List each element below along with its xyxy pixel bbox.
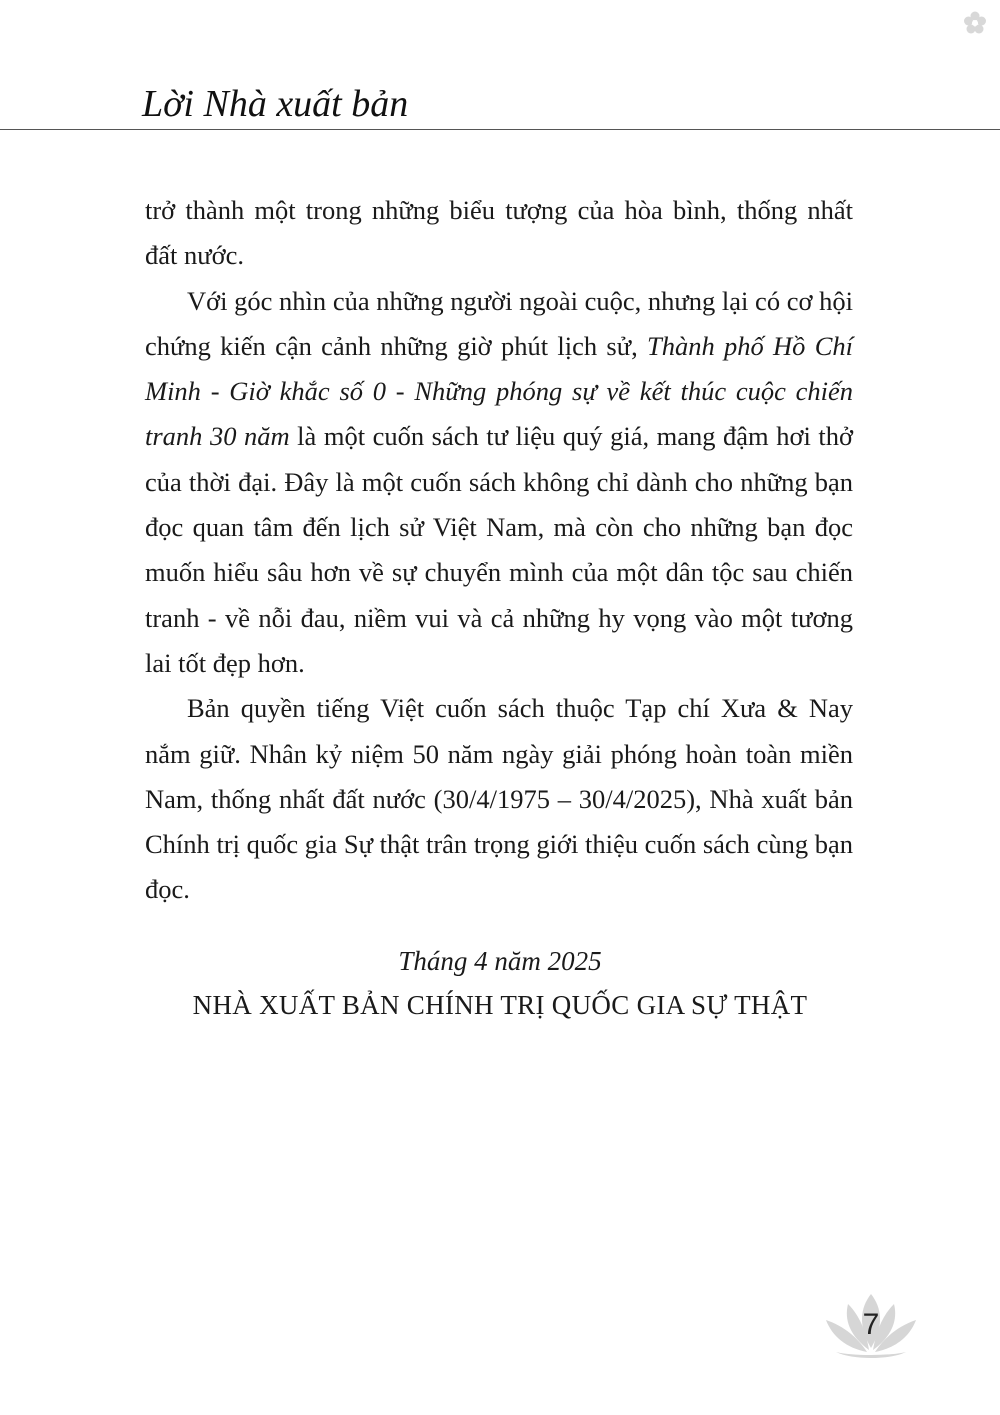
page-number: 7 <box>862 1308 880 1341</box>
paragraph-3: Bản quyền tiếng Việt cuốn sách thuộc Tạp chí Xưa & Nay nắm giữ. Nhân kỷ niệm 50 năm ngày giải phóng hoàn toàn miền Nam, thống nhất đất nước (30/4/1975 – 30/4/2025), Nhà xuất bản Chính trị quốc gia Sự thật trân trọng giới thiệu cuốn sách cùng bạn đọc. <box>145 693 853 905</box>
body-text <box>145 188 853 913</box>
header-divider <box>0 129 1000 130</box>
paragraph-2-intro: Với góc nhìn của những người ngoài cuộc, nhưng lại có cơ hội chứng kiến cận cảnh những giờ phút lịch sử, <box>145 285 853 361</box>
paragraph-2 <box>145 279 853 687</box>
paragraph-1: trở thành một trong những biểu tượng của hòa bình, thống nhất đất nước. <box>145 195 853 271</box>
signature-date: Tháng 4 năm 2025 <box>398 946 602 976</box>
paragraph-2-rest: là một cuốn sách tư liệu quý giá, mang đậm hơi thở của thời đại. Đây là một cuốn sách không chỉ dành cho những bạn đọc quan tâm đến lịch sử Việt Nam, mà còn cho những bạn đọc muốn hiểu sâu hơn về sự chuyển mình của một dân tộc sau chiến tranh - về nỗi đau, niềm vui và cả những hy vọng vào một tương lai tốt đẹp hơn. <box>145 421 853 678</box>
signature-publisher: NHÀ XUẤT BẢN CHÍNH TRỊ QUỐC GIA SỰ THẬT <box>192 990 808 1020</box>
page-header-title: Lời Nhà xuất bản <box>142 83 409 125</box>
book-title: Thành phố Hồ Chí Minh - Giờ khắc số 0 - Những phóng sự về kết thúc cuộc chiến tranh 30 năm <box>145 330 853 452</box>
flower-ornament-icon <box>962 10 988 36</box>
